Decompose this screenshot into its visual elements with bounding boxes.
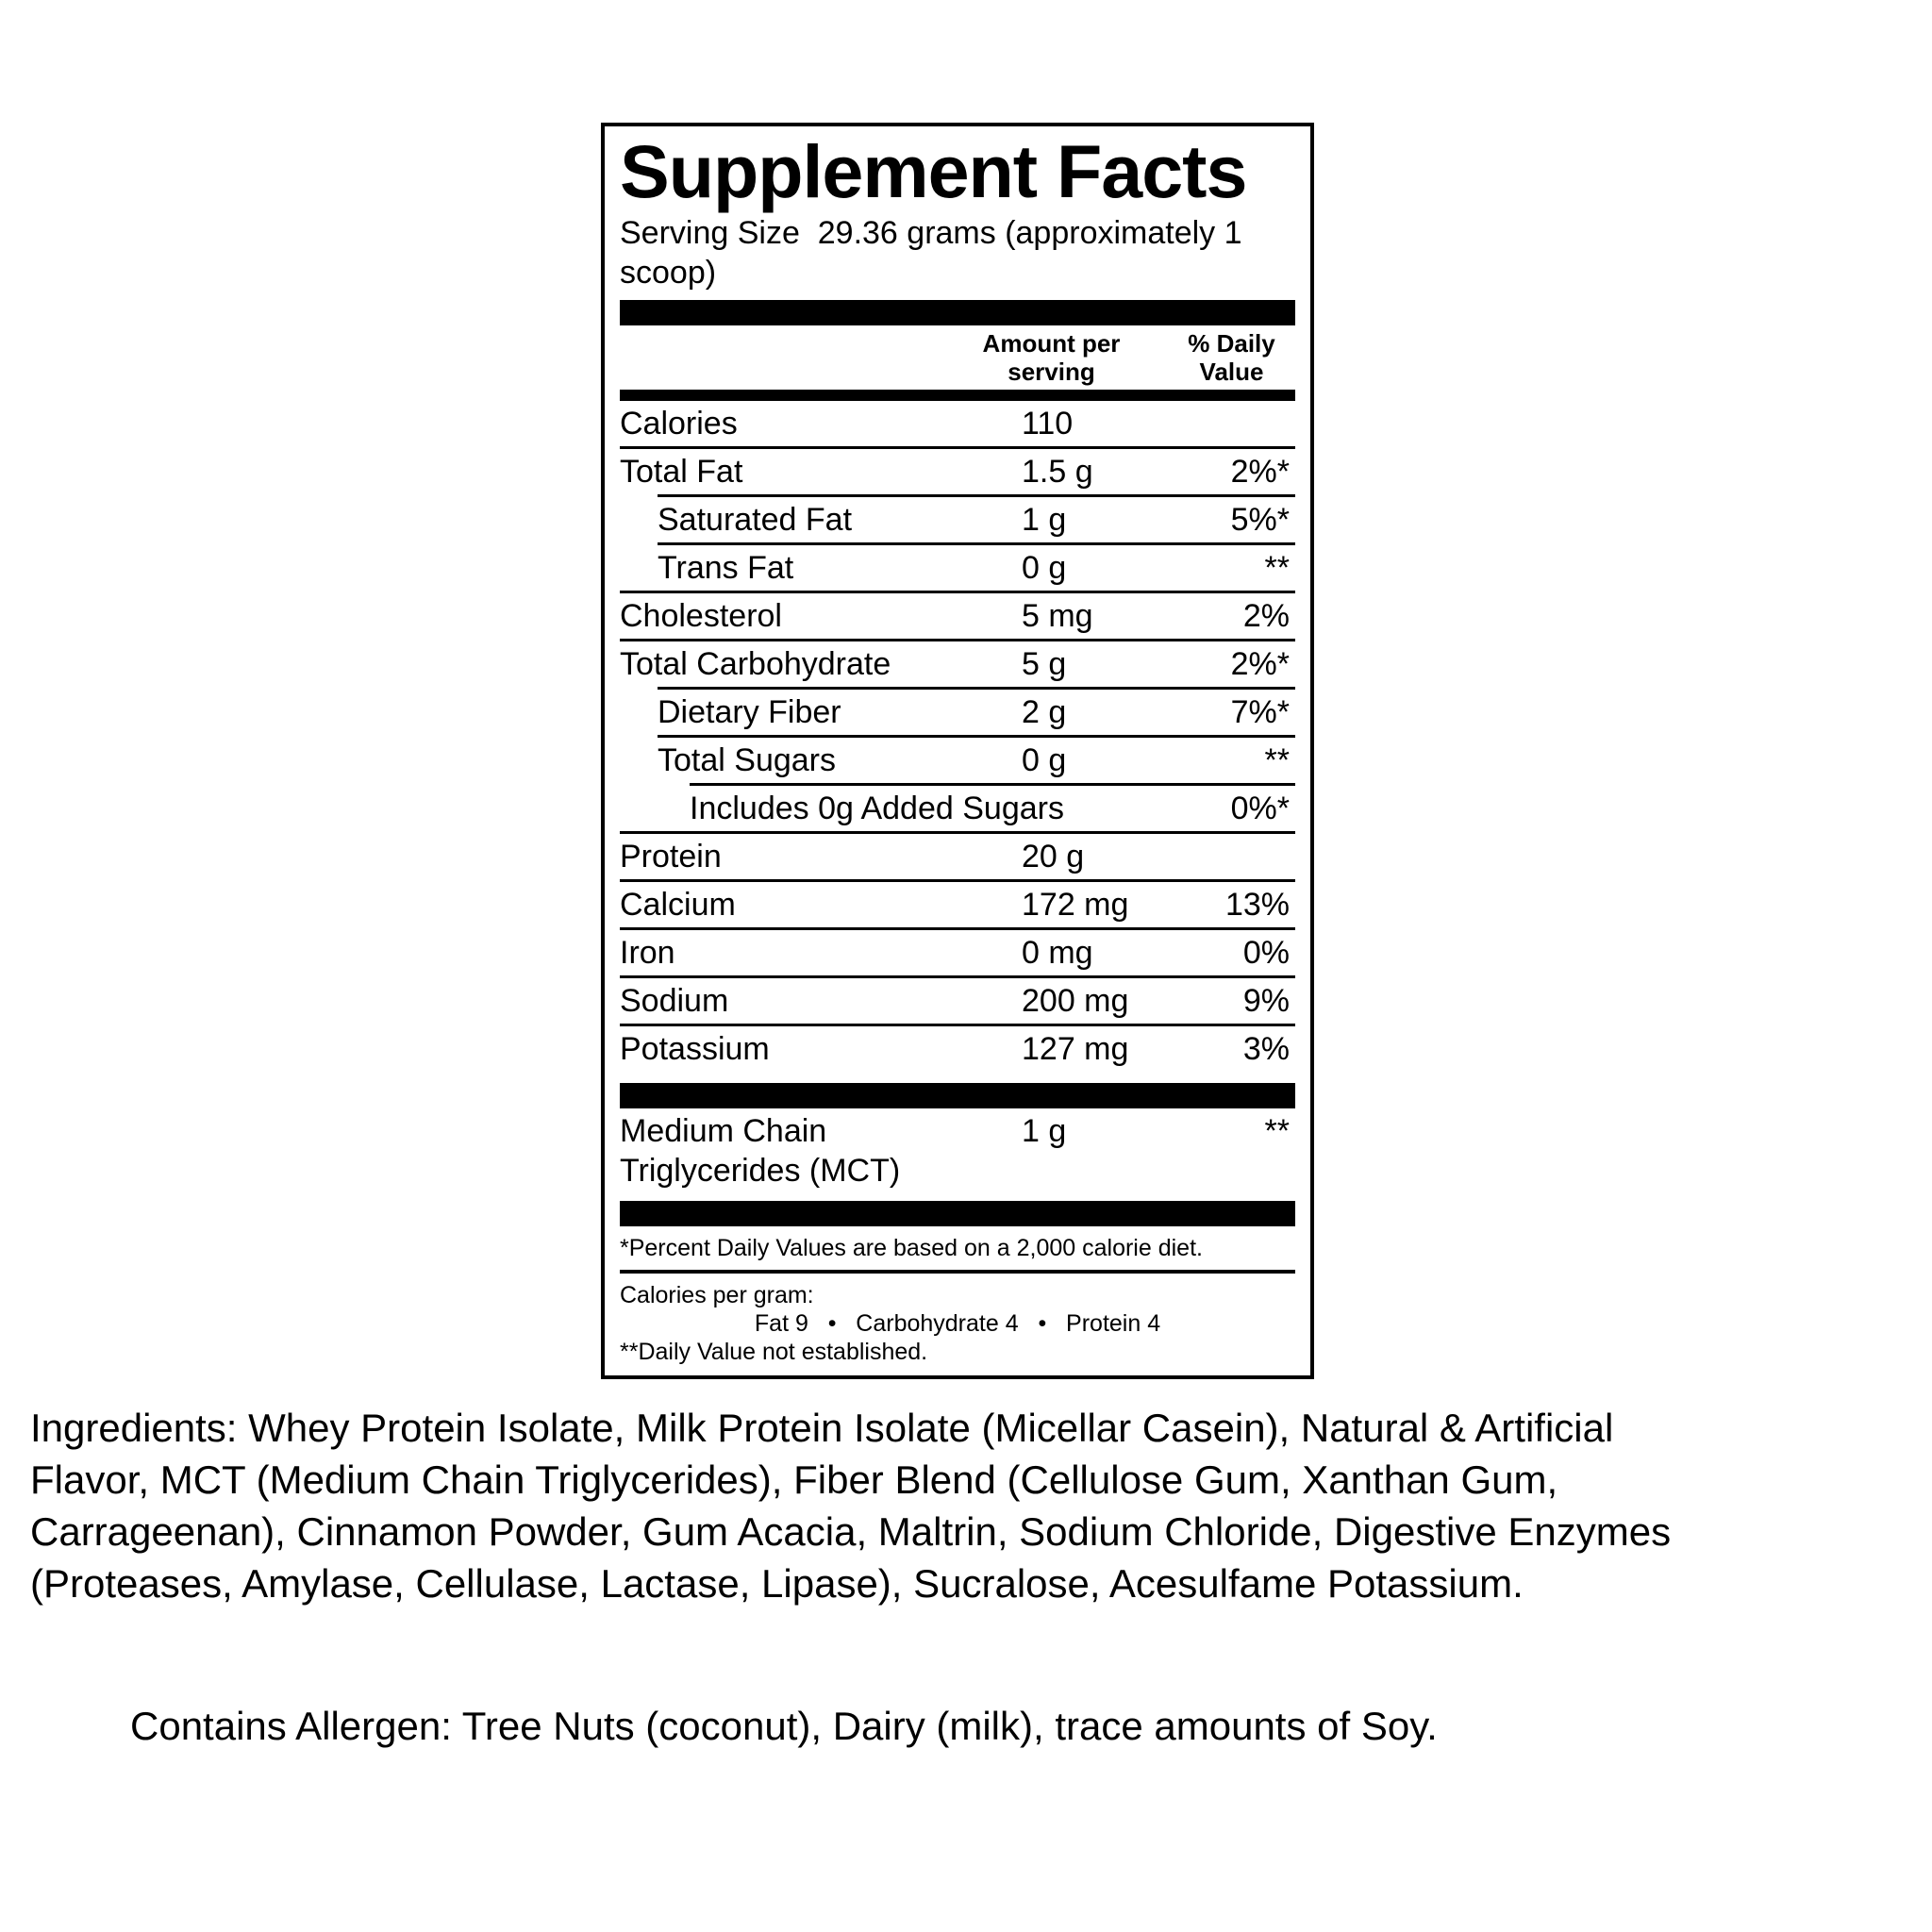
- nutrient-row: [620, 735, 1295, 783]
- nutrient-rowline: [620, 1026, 1295, 1072]
- calories-per-gram-label: Calories per gram:: [620, 1282, 814, 1308]
- nutrient-rowline: [620, 497, 1295, 542]
- nutrient-amount: 5 g: [1022, 646, 1067, 682]
- dv-not-established-footnote: **Daily Value not established.: [620, 1339, 928, 1365]
- nutrient-name: Medium Chain Triglycerides (MCT): [620, 1113, 901, 1189]
- nutrient-name: Protein: [620, 839, 722, 874]
- nutrient-amount: 0 mg: [1022, 935, 1093, 971]
- nutrient-rowline: [620, 593, 1295, 639]
- nutrient-rowline: [620, 834, 1295, 879]
- nutrient-row: [620, 927, 1295, 975]
- nutrient-name: Cholesterol: [620, 598, 782, 634]
- nutrient-amount: 1 g: [1022, 502, 1067, 538]
- thick-divider-bar-bottom: [620, 1201, 1295, 1226]
- nutrient-name: Total Carbohydrate: [620, 646, 891, 682]
- nutrient-name: Saturated Fat: [658, 502, 853, 538]
- nutrient-rowline: [620, 786, 1295, 831]
- medium-divider-bar: [620, 390, 1295, 401]
- nutrient-row: [620, 831, 1295, 879]
- nutrient-rowline: [620, 1108, 1295, 1193]
- column-header-daily-value: % Daily Value: [1188, 329, 1275, 386]
- nutrient-row: [620, 446, 1295, 494]
- nutrient-name: Potassium: [620, 1031, 770, 1067]
- nutrient-rows: [620, 401, 1295, 1072]
- nutrient-rowline: [620, 882, 1295, 927]
- ingredients-line: Ingredients: Whey Protein Isolate, Milk Protein Isolate (Micellar Casein), Natural & Artificial: [30, 1406, 1614, 1450]
- nutrient-row: [620, 494, 1295, 542]
- serving-size-line: Serving Size 29.36 grams (approximately 1: [620, 215, 1242, 251]
- nutrient-daily-value: **: [1264, 742, 1290, 778]
- nutrient-name: Sodium: [620, 983, 729, 1019]
- supplement-facts-panel: [601, 123, 1314, 1379]
- nutrient-daily-value: 0%*: [1230, 791, 1290, 826]
- column-header-amount: Amount per serving: [982, 329, 1121, 386]
- nutrient-amount: 0 g: [1022, 550, 1067, 586]
- ingredients-line: Flavor, MCT (Medium Chain Triglycerides), Fiber Blend (Cellulose Gum, Xanthan Gum,: [30, 1457, 1558, 1502]
- nutrient-amount: 200 mg: [1022, 983, 1129, 1019]
- nutrient-amount: 1 g: [1022, 1113, 1067, 1149]
- nutrient-amount: 20 g: [1022, 839, 1085, 874]
- nutrient-amount: 172 mg: [1022, 887, 1129, 923]
- nutrient-row-mct: [620, 1108, 1295, 1193]
- nutrient-rowline: [620, 641, 1295, 687]
- nutrient-row: [620, 975, 1295, 1024]
- nutrient-name: Iron: [620, 935, 675, 971]
- nutrient-rowline: [620, 690, 1295, 735]
- nutrient-daily-value: **: [1264, 550, 1290, 586]
- nutrient-rowline: [620, 930, 1295, 975]
- nutrient-amount: 0 g: [1022, 742, 1067, 778]
- ingredients-paragraph: [30, 1402, 1671, 1609]
- percent-dv-footnote: *Percent Daily Values are based on a 2,000 calorie diet.: [620, 1235, 1203, 1261]
- nutrient-name: Dietary Fiber: [658, 694, 841, 730]
- nutrient-rowline: [620, 401, 1295, 446]
- thin-divider-line: [620, 1270, 1295, 1274]
- nutrient-rowline: [620, 545, 1295, 591]
- nutrient-row: [620, 783, 1295, 831]
- nutrient-name: Total Fat: [620, 454, 743, 490]
- nutrient-daily-value: 2%*: [1230, 454, 1290, 490]
- nutrient-daily-value: 3%: [1242, 1031, 1290, 1067]
- serving-size: [620, 213, 1295, 292]
- nutrient-daily-value: **: [1264, 1113, 1290, 1149]
- ingredients-line: (Proteases, Amylase, Cellulase, Lactase, Lipase), Sucralose, Acesulfame Potassium.: [30, 1561, 1524, 1606]
- nutrient-row: [620, 591, 1295, 639]
- nutrient-rowline: [620, 978, 1295, 1024]
- ingredients-line: Carrageenan), Cinnamon Powder, Gum Acacia, Maltrin, Sodium Chloride, Digestive Enzymes: [30, 1509, 1672, 1554]
- nutrient-amount: 110: [1022, 406, 1074, 441]
- nutrient-rowline: [620, 738, 1295, 783]
- nutrient-daily-value: 2%: [1242, 598, 1290, 634]
- serving-size-line: scoop): [620, 255, 717, 291]
- nutrient-daily-value: 9%: [1242, 983, 1290, 1019]
- nutrient-row: [620, 639, 1295, 687]
- nutrient-amount: 2 g: [1022, 694, 1067, 730]
- nutrient-name: Total Sugars: [658, 742, 836, 778]
- nutrient-daily-value: 2%*: [1230, 646, 1290, 682]
- nutrient-amount: 1.5 g: [1022, 454, 1093, 490]
- panel-title: Supplement Facts: [620, 129, 1247, 213]
- nutrient-name: Calcium: [620, 887, 736, 923]
- calories-per-gram-values: Fat 9 • Carbohydrate 4 • Protein 4: [754, 1310, 1161, 1337]
- allergen-statement: Contains Allergen: Tree Nuts (coconut), Dairy (milk), trace amounts of Soy.: [130, 1704, 1438, 1748]
- nutrient-daily-value: 5%*: [1230, 502, 1290, 538]
- nutrient-daily-value: 0%: [1242, 935, 1290, 971]
- thick-divider-bar-top: [620, 300, 1295, 325]
- nutrient-rowline: [620, 449, 1295, 494]
- nutrient-daily-value: 7%*: [1230, 694, 1290, 730]
- nutrient-amount: 127 mg: [1022, 1031, 1129, 1067]
- nutrient-row: [620, 401, 1295, 446]
- nutrient-name: Includes 0g Added Sugars: [690, 791, 1064, 826]
- thick-divider-bar-middle: [620, 1083, 1295, 1108]
- nutrient-row: [620, 542, 1295, 591]
- nutrient-name: Trans Fat: [658, 550, 794, 586]
- nutrient-name: Calories: [620, 406, 738, 441]
- nutrient-row: [620, 879, 1295, 927]
- column-headers: [620, 327, 1295, 388]
- nutrient-amount: 5 mg: [1022, 598, 1093, 634]
- nutrient-row: [620, 687, 1295, 735]
- nutrient-daily-value: 13%: [1224, 887, 1290, 923]
- nutrient-row: [620, 1024, 1295, 1072]
